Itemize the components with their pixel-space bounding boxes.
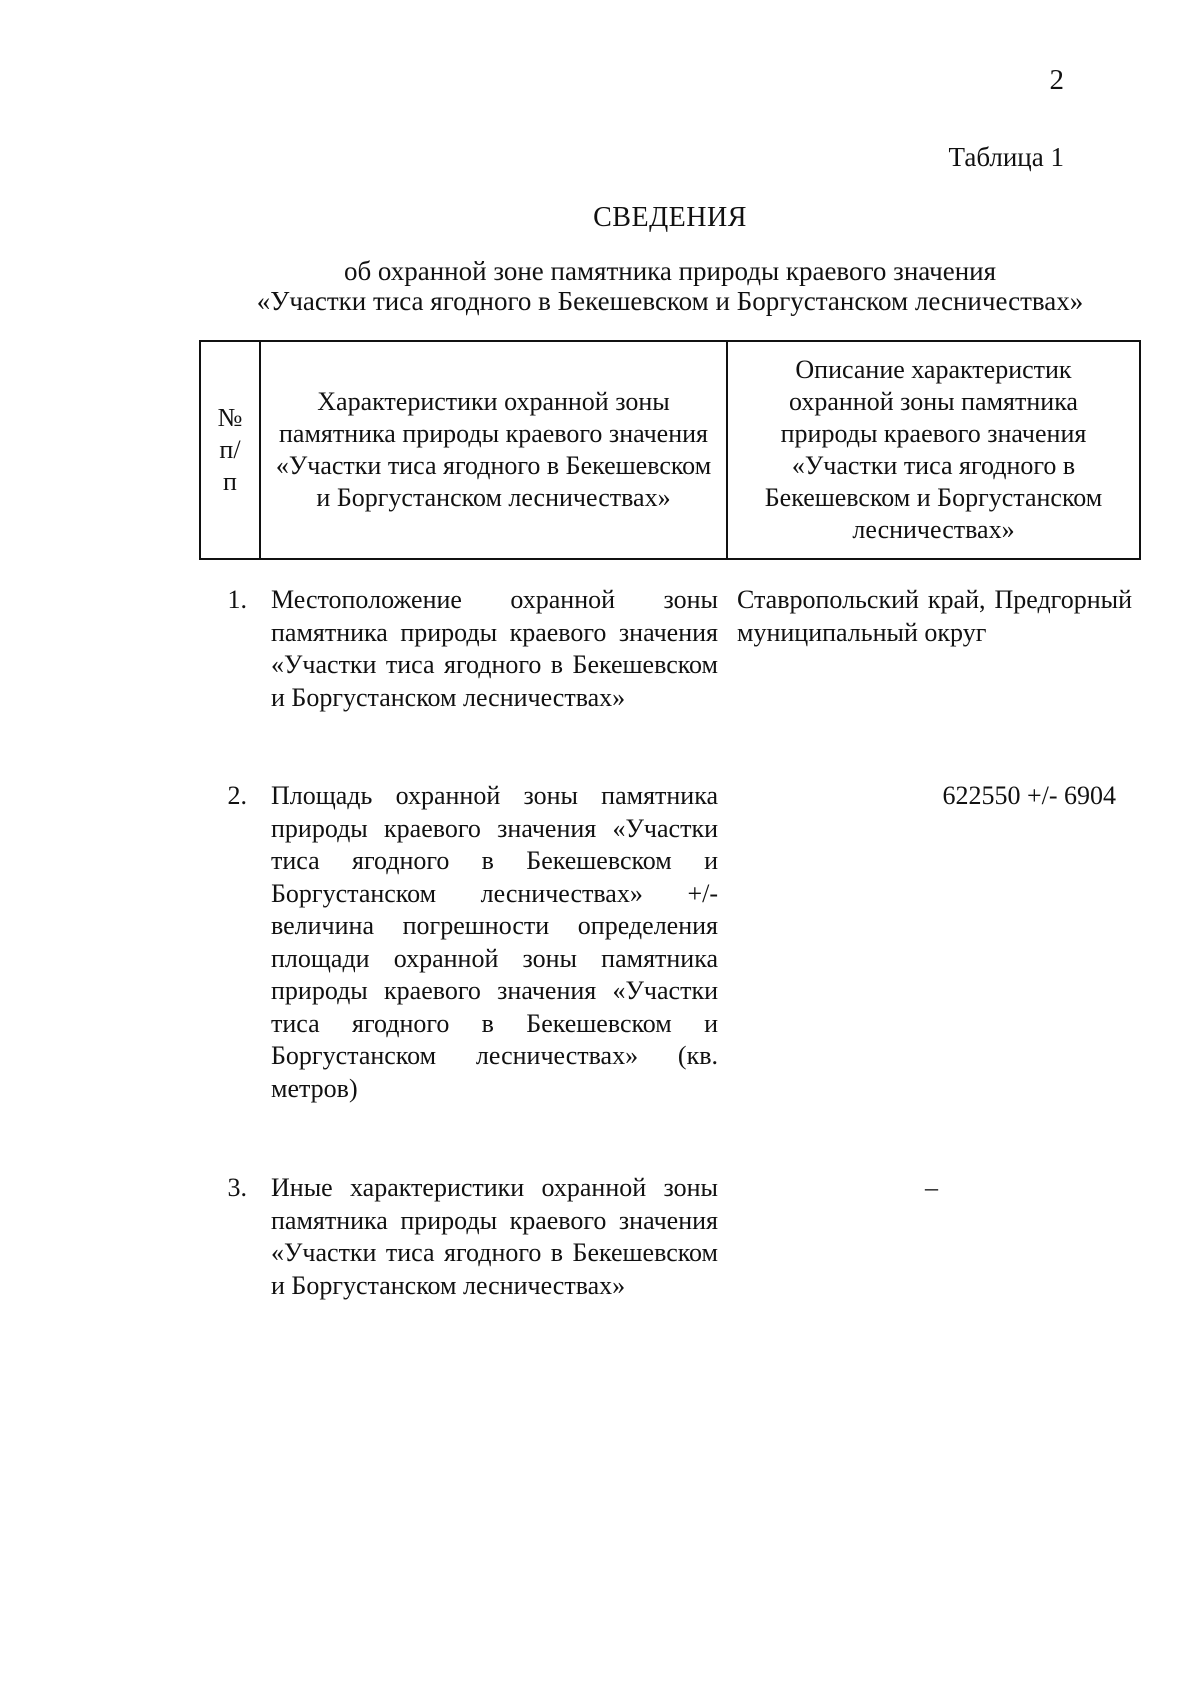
subtitle-line-2: «Участки тиса ягодного в Бекешевском и Боргустанском лесничествах»	[256, 286, 1084, 316]
row-description: 622550 +/- 6904	[942, 781, 1116, 810]
row-number: 2.	[227, 781, 247, 810]
row-characteristic: Местоположение охранной зоны памятника природы краевого значения «Участки тиса ягодного в Бекешевском и Боргустанском лесничествах»	[271, 585, 718, 712]
row-number: 3.	[227, 1173, 247, 1202]
document-subtitle	[0, 256, 1200, 316]
header-characteristics-label: Характеристики охранной зоны памятника природы краевого значения «Участки тиса ягодного в Бекешевском и Боргустанском лесничествах»	[275, 387, 712, 512]
row-characteristic: Площадь охранной зоны памятника природы краевого значения «Участки тиса ягодного в Бекешевском и Боргустанском лесничествах» +/- величина погрешности определения площади охранной зоны памятника природы краевого значения «Участки тиса ягодного в Бекешевском и Боргустанском лесничествах» (кв. метров)	[271, 781, 718, 1103]
table-header	[199, 340, 1141, 560]
page-number: 2	[1049, 64, 1064, 96]
header-number-label: № п/п	[217, 403, 243, 496]
row-number: 1.	[227, 585, 247, 614]
row-description: –	[925, 1173, 938, 1202]
row-characteristic: Иные характеристики охранной зоны памятника природы краевого значения «Участки тиса ягодного в Бекешевском и Боргустанском лесничествах»	[271, 1173, 718, 1300]
header-description-column	[728, 342, 1139, 558]
header-description-label: Описание характеристик охранной зоны памятника природы краевого значения «Участки тиса ягодного в Бекешевском и Боргустанском лесничествах»	[764, 355, 1103, 544]
header-characteristics-column	[261, 342, 728, 558]
header-number-column	[201, 342, 261, 558]
table-label: Таблица 1	[948, 142, 1064, 172]
document-title: СВЕДЕНИЯ	[593, 202, 747, 233]
subtitle-line-1: об охранной зоне памятника природы краевого значения	[343, 256, 997, 286]
row-description: Ставропольский край, Предгорный муниципальный округ	[737, 585, 1132, 647]
